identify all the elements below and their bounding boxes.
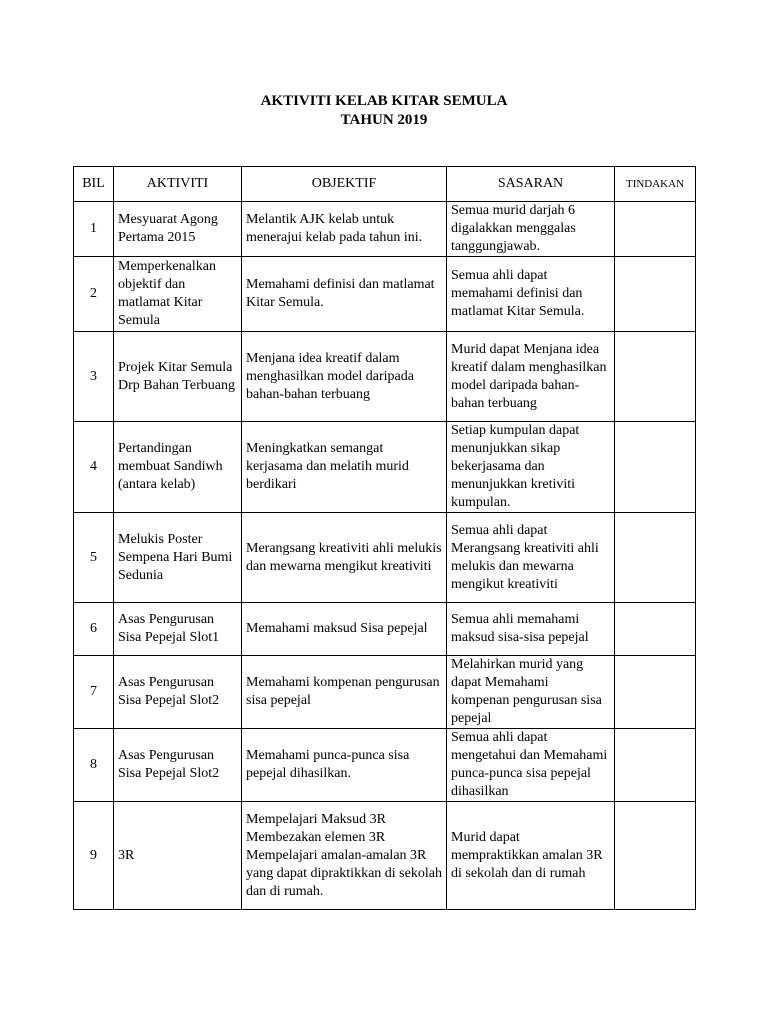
cell-aktiviti: Memperkenalkan objektif dan matlamat Kitar Semula	[114, 257, 242, 332]
cell-tindakan	[615, 422, 696, 513]
cell-objektif: Meningkatkan semangat kerjasama dan melatih murid berdikari	[242, 422, 447, 513]
header-bil: BIL	[74, 167, 114, 202]
table-row	[74, 729, 696, 802]
cell-tindakan	[615, 332, 696, 422]
table-row	[74, 603, 696, 656]
cell-sasaran: Semua murid darjah 6 digalakkan menggalas tanggungjawab.	[447, 202, 615, 257]
cell-aktiviti: 3R	[114, 802, 242, 910]
cell-objektif: Memahami kompenan pengurusan sisa pepejal	[242, 656, 447, 729]
header-tindakan: TINDAKAN	[615, 167, 696, 202]
cell-tindakan	[615, 603, 696, 656]
cell-sasaran: Murid dapat mempraktikkan amalan 3R di sekolah dan di rumah	[447, 802, 615, 910]
cell-objektif: Melantik AJK kelab untuk menerajui kelab pada tahun ini.	[242, 202, 447, 257]
cell-objektif: Merangsang kreativiti ahli melukis dan mewarna mengikut kreativiti	[242, 513, 447, 603]
cell-objektif: Memahami maksud Sisa pepejal	[242, 603, 447, 656]
cell-bil: 2	[74, 257, 114, 332]
cell-aktiviti: Asas Pengurusan Sisa Pepejal Slot2	[114, 729, 242, 802]
cell-bil: 8	[74, 729, 114, 802]
cell-aktiviti: Asas Pengurusan Sisa Pepejal Slot2	[114, 656, 242, 729]
title-line-1: AKTIVITI KELAB KITAR SEMULA	[260, 93, 508, 109]
table-row	[74, 422, 696, 513]
table-header-row	[74, 167, 696, 202]
table-row	[74, 202, 696, 257]
cell-tindakan	[615, 202, 696, 257]
header-sasaran: SASARAN	[447, 167, 615, 202]
cell-sasaran: Setiap kumpulan dapat menunjukkan sikap bekerjasama dan menunjukkan kretiviti kumpulan.	[447, 422, 615, 513]
cell-tindakan	[615, 257, 696, 332]
table-row	[74, 656, 696, 729]
cell-bil: 1	[74, 202, 114, 257]
activity-table	[73, 166, 696, 910]
title-line-2: TAHUN 2019	[340, 112, 428, 128]
cell-sasaran: Melahirkan murid yang dapat Memahami kompenan pengurusan sisa pepejal	[447, 656, 615, 729]
cell-sasaran: Semua ahli dapat Merangsang kreativiti ahli melukis dan mewarna mengikut kreativiti	[447, 513, 615, 603]
header-aktiviti: AKTIVITI	[114, 167, 242, 202]
cell-sasaran: Semua ahli memahami maksud sisa-sisa pepejal	[447, 603, 615, 656]
cell-tindakan	[615, 656, 696, 729]
cell-bil: 6	[74, 603, 114, 656]
cell-objektif: Mempelajari Maksud 3R Membezakan elemen 3R Mempelajari amalan-amalan 3R yang dapat dipraktikkan di sekolah dan di rumah.	[242, 802, 447, 910]
cell-sasaran: Semua ahli dapat memahami definisi dan matlamat Kitar Semula.	[447, 257, 615, 332]
cell-aktiviti: Mesyuarat Agong Pertama 2015	[114, 202, 242, 257]
cell-tindakan	[615, 513, 696, 603]
document-title	[0, 92, 768, 130]
cell-objektif: Menjana idea kreatif dalam menghasilkan model daripada bahan-bahan terbuang	[242, 332, 447, 422]
cell-aktiviti: Melukis Poster Sempena Hari Bumi Sedunia	[114, 513, 242, 603]
cell-bil: 5	[74, 513, 114, 603]
cell-bil: 9	[74, 802, 114, 910]
cell-tindakan	[615, 729, 696, 802]
cell-aktiviti: Projek Kitar Semula Drp Bahan Terbuang	[114, 332, 242, 422]
cell-aktiviti: Asas Pengurusan Sisa Pepejal Slot1	[114, 603, 242, 656]
table-row	[74, 802, 696, 910]
cell-bil: 3	[74, 332, 114, 422]
cell-sasaran: Murid dapat Menjana idea kreatif dalam menghasilkan model daripada bahan-bahan terbuang	[447, 332, 615, 422]
cell-bil: 7	[74, 656, 114, 729]
cell-objektif: Memahami punca-punca sisa pepejal dihasilkan.	[242, 729, 447, 802]
cell-objektif: Memahami definisi dan matlamat Kitar Semula.	[242, 257, 447, 332]
cell-tindakan	[615, 802, 696, 910]
cell-aktiviti: Pertandingan membuat Sandiwh (antara kelab)	[114, 422, 242, 513]
table-row	[74, 332, 696, 422]
cell-sasaran: Semua ahli dapat mengetahui dan Memahami punca-punca sisa pepejal dihasilkan	[447, 729, 615, 802]
header-objektif: OBJEKTIF	[242, 167, 447, 202]
table-row	[74, 513, 696, 603]
table-row	[74, 257, 696, 332]
cell-bil: 4	[74, 422, 114, 513]
